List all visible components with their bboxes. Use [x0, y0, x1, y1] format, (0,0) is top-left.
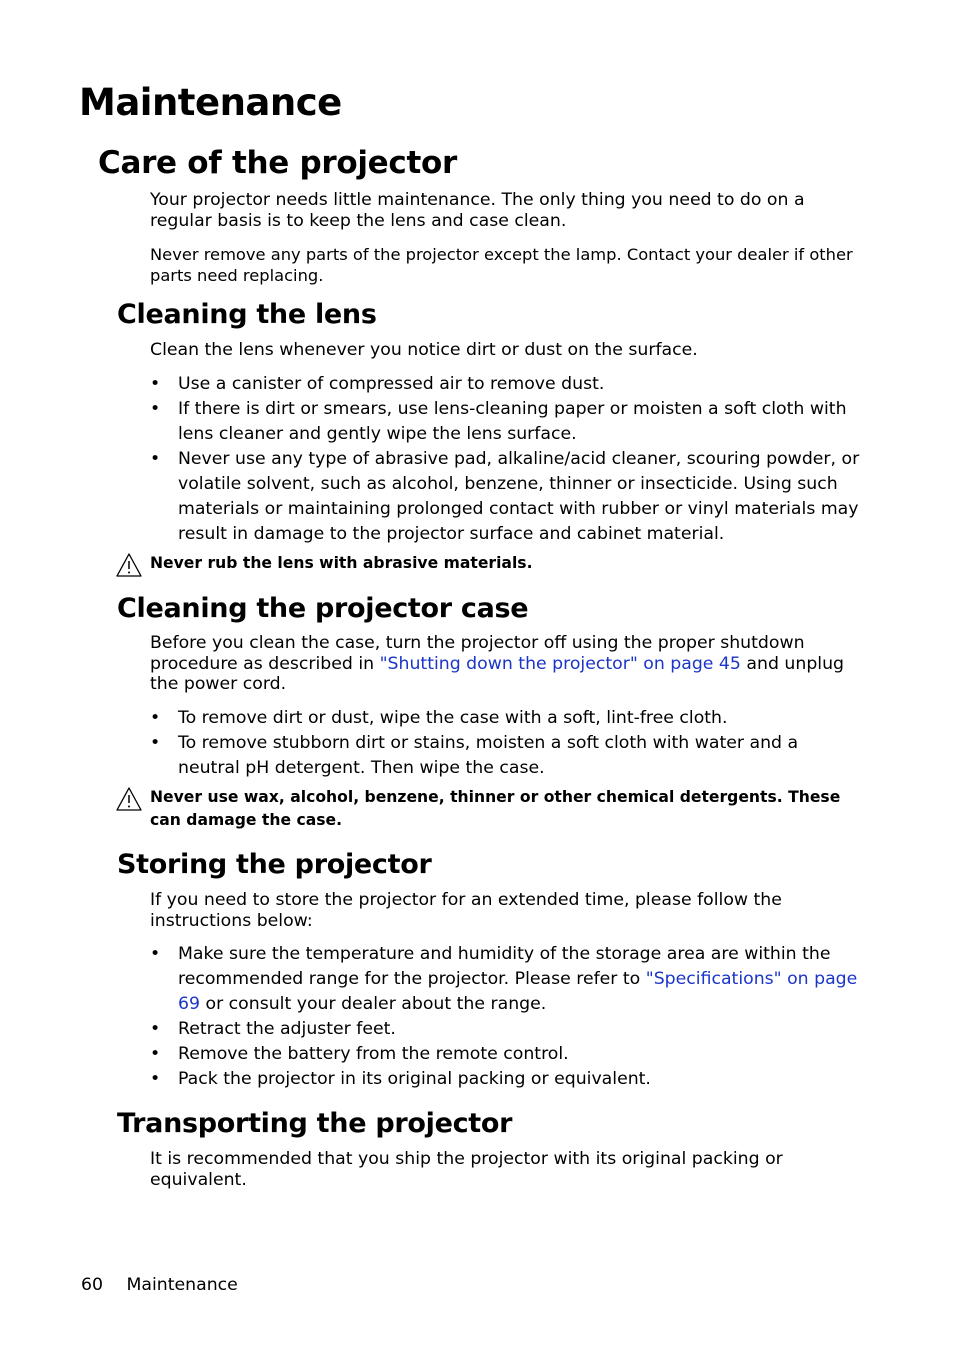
list-item: • To remove stubborn dirt or stains, moisten a soft cloth with water and a neutral pH detergent. Then wipe the case.	[150, 731, 862, 781]
transport-text: It is recommended that you ship the projector with its original packing or equivalent.	[150, 1149, 783, 1190]
heading-care-of-projector: Care of the projector	[98, 145, 457, 181]
lens-bullet-list	[150, 372, 862, 547]
lens-intro: Clean the lens whenever you notice dirt or dust on the surface.	[150, 340, 698, 360]
list-item: • If there is dirt or smears, use lens-cleaning paper or moisten a soft cloth with lens cleaner and gently wipe the lens surface.	[150, 397, 862, 447]
heading-storing-projector: Storing the projector	[117, 849, 432, 880]
warning-triangle-icon	[115, 552, 143, 578]
case-intro	[150, 633, 862, 695]
lens-warning-text: Never rub the lens with abrasive materials.	[150, 554, 533, 572]
case-intro-text: Before you clean the case, turn the projector off using the proper shutdown procedure as described in	[150, 633, 805, 674]
warning-triangle-icon	[115, 786, 143, 812]
heading-cleaning-case: Cleaning the projector case	[117, 593, 529, 624]
heading-cleaning-lens: Cleaning the lens	[117, 299, 377, 330]
case-intro-text-end: and unplug the power cord.	[150, 653, 845, 694]
storing-bullet-1-text: Make sure the temperature and humidity of the storage area are within the recommended range for the projector. Please refer to	[178, 944, 831, 989]
list-item: • Use a canister of compressed air to remove dust.	[150, 372, 862, 397]
page-footer	[81, 1274, 238, 1296]
care-paragraph-1: Your projector needs little maintenance. The only thing you need to do on a regular basis is to keep the lens and case clean.	[150, 190, 805, 231]
list-item: • Retract the adjuster feet.	[150, 1017, 862, 1042]
list-item: • Pack the projector in its original packing or equivalent.	[150, 1067, 862, 1092]
list-item: • Remove the battery from the remote control.	[150, 1042, 862, 1067]
page-number: 60	[81, 1275, 103, 1295]
case-warning-text: Never use wax, alcohol, benzene, thinner or other chemical detergents. These can damage the case.	[150, 788, 841, 829]
footer-section-name: Maintenance	[126, 1275, 238, 1295]
link-shutting-down[interactable]: "Shutting down the projector" on page 45	[379, 653, 741, 674]
storing-intro: If you need to store the projector for an extended time, please follow the instructions below:	[150, 890, 782, 931]
storing-bullet-1-text-end: or consult your dealer about the range.	[200, 994, 547, 1014]
storing-bullet-list	[150, 942, 862, 1092]
heading-transporting-projector: Transporting the projector	[117, 1108, 513, 1139]
link-specifications[interactable]: "Specifications" on page 69	[178, 969, 858, 1014]
page-title: Maintenance	[79, 81, 342, 124]
list-item: • Never use any type of abrasive pad, alkaline/acid cleaner, scouring powder, or volatile solvent, such as alcohol, benzene, thinner or insecticide. Using such materials or maintaining prolonged contact with rubber or vinyl materials may result in damage to the projector surface and cabinet material.	[150, 447, 862, 547]
list-item: • To remove dirt or dust, wipe the case with a soft, lint-free cloth.	[150, 706, 862, 731]
case-bullet-list	[150, 706, 862, 781]
list-item	[150, 942, 862, 1017]
care-paragraph-2: Never remove any parts of the projector except the lamp. Contact your dealer if other parts need replacing.	[150, 245, 853, 285]
